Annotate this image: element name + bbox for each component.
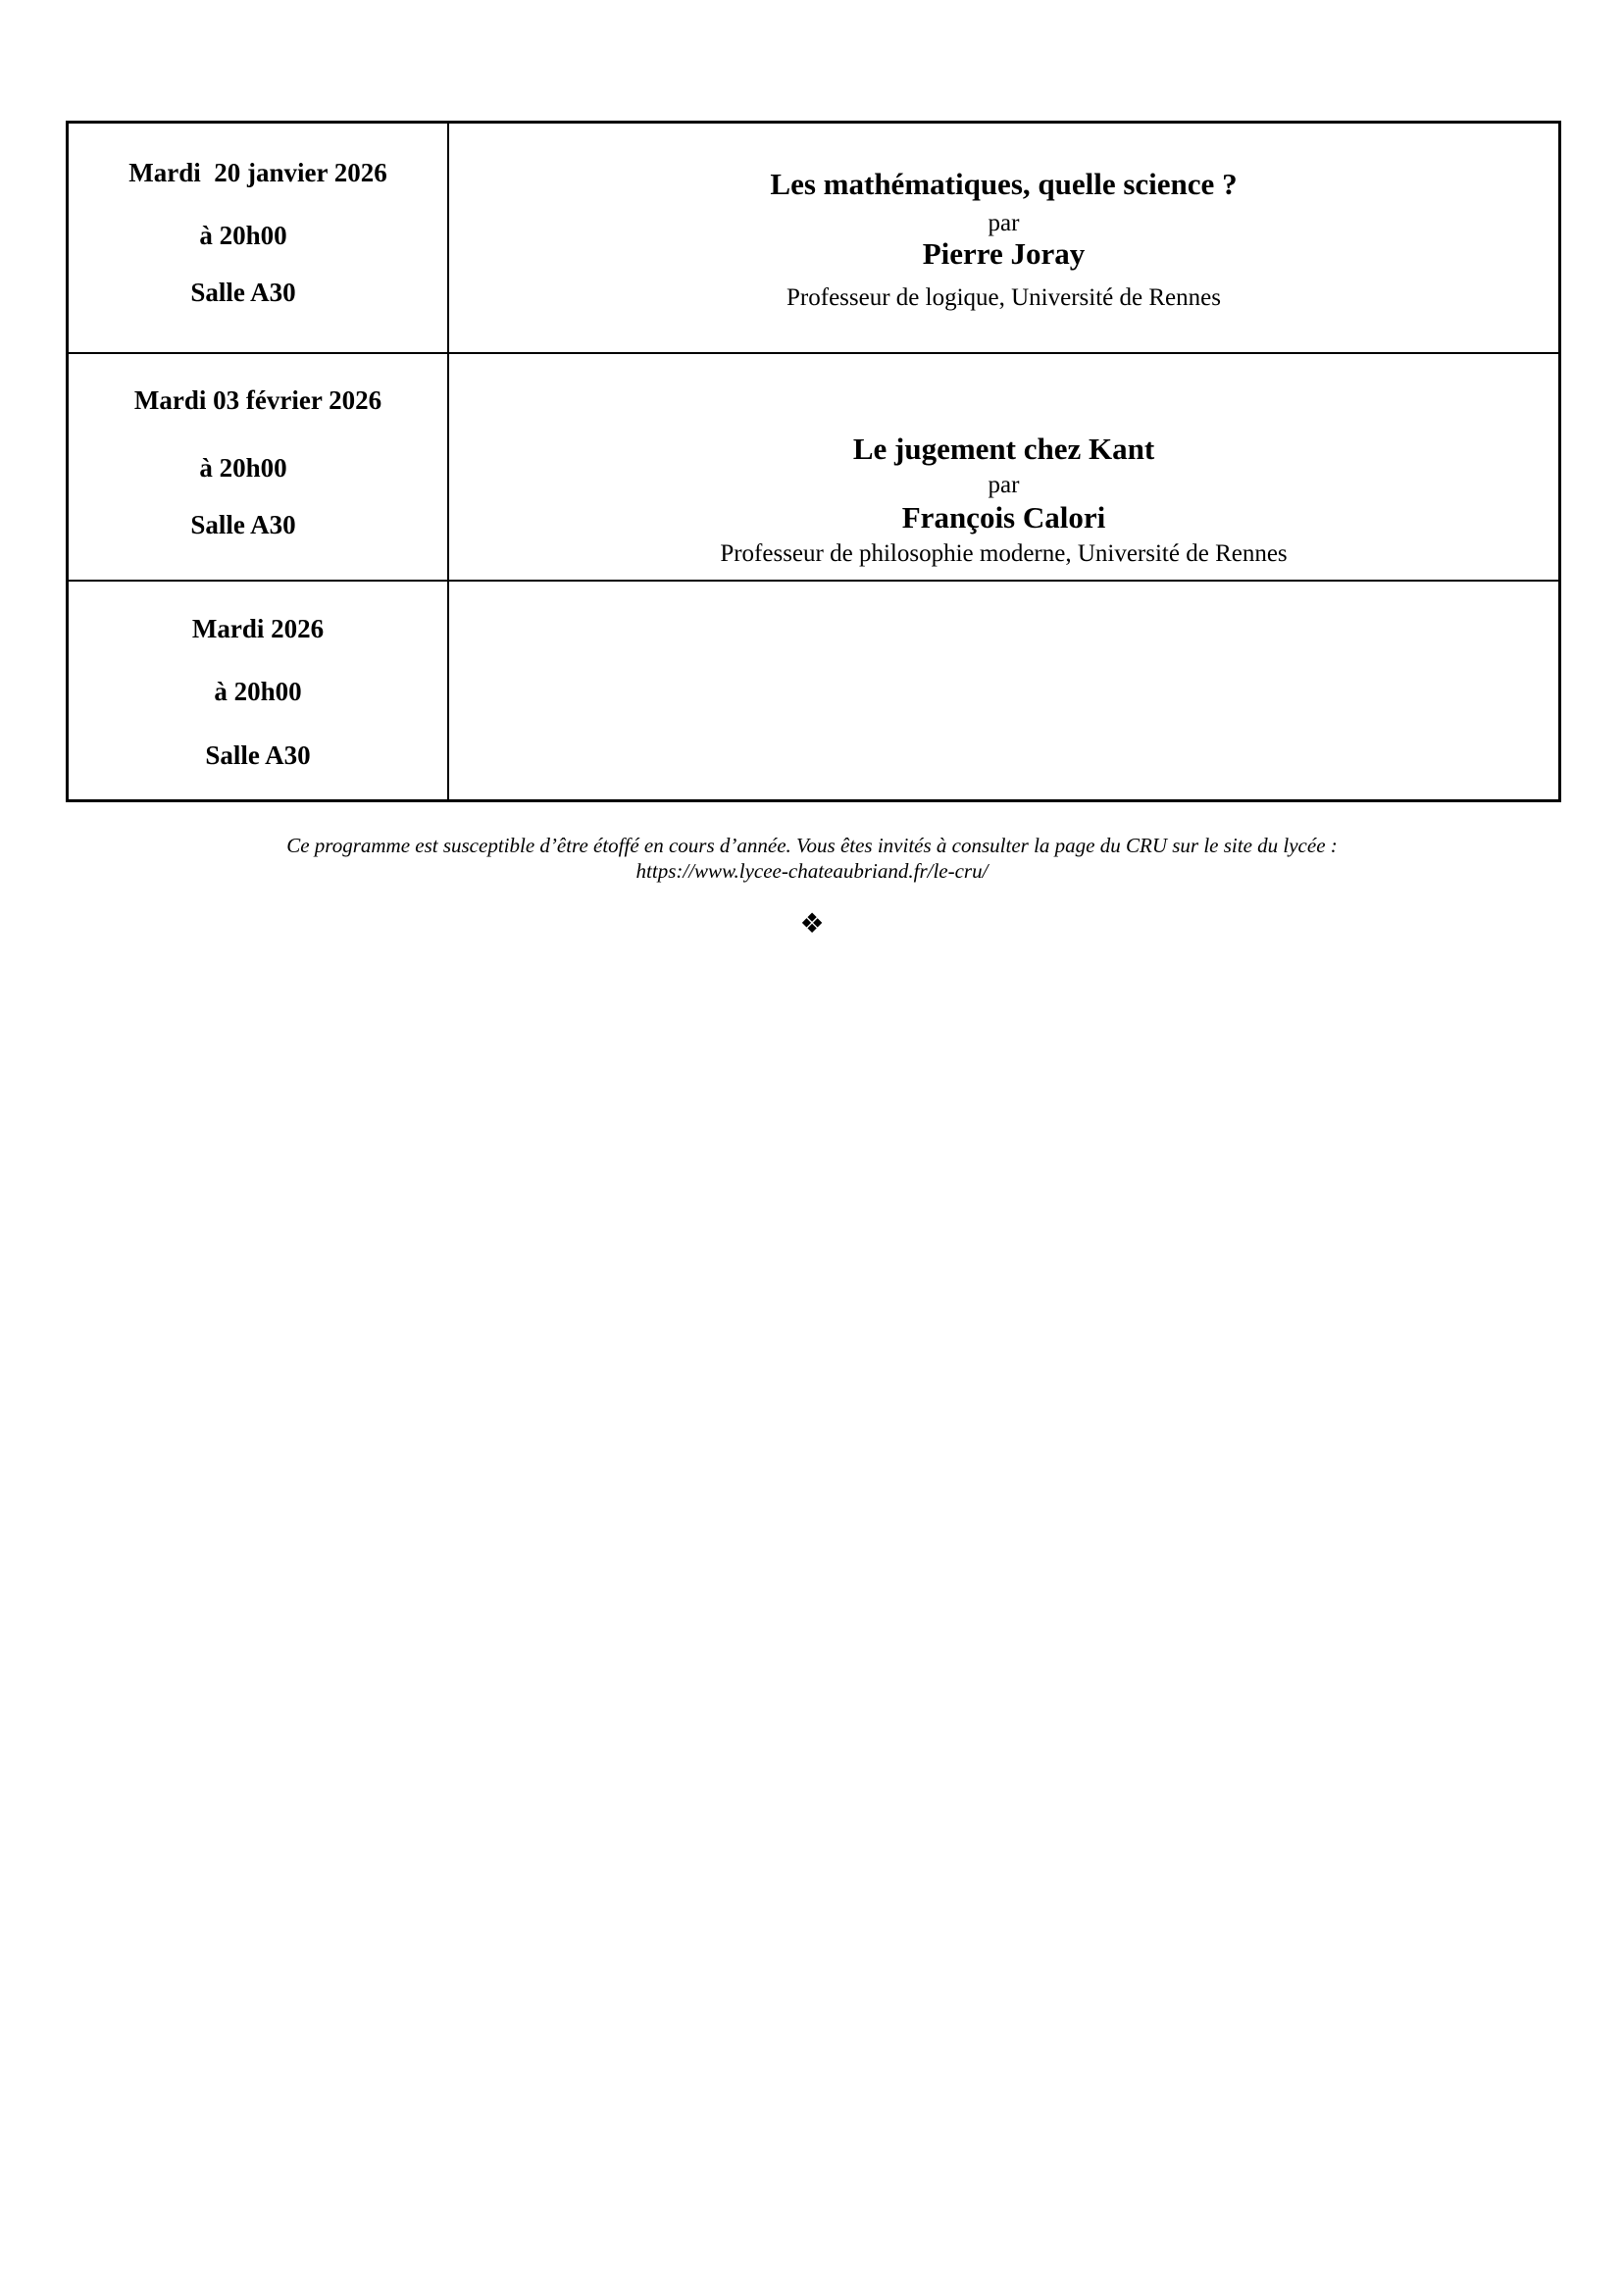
ornament-icon: ❖: [799, 909, 825, 940]
talk-speaker: Pierre Joray: [922, 236, 1086, 271]
event-row: [69, 580, 1558, 799]
program-table: [66, 121, 1561, 802]
event-talk-cell: [449, 124, 1558, 352]
talk-par: par: [988, 210, 1020, 236]
footnote-url: https://www.lycee-chateaubriand.fr/le-cru/: [635, 859, 989, 883]
event-room: Salle A30: [190, 278, 296, 307]
event-room: Salle A30: [190, 510, 296, 539]
talk-title: Le jugement chez Kant: [852, 432, 1155, 466]
talk-par: par: [988, 472, 1020, 498]
event-talk-cell-empty: [449, 582, 1558, 799]
event-time: à 20h00: [199, 453, 287, 483]
talk-affiliation: Professeur de philosophie moderne, Université de Rennes: [720, 540, 1288, 567]
event-date-cell: [69, 354, 449, 580]
event-row: [69, 124, 1558, 352]
event-date: Mardi 20 janvier 2026: [128, 158, 387, 187]
talk-title: Les mathématiques, quelle science ?: [770, 167, 1238, 201]
event-date-cell: [69, 582, 449, 799]
event-time: à 20h00: [199, 221, 287, 250]
event-row: [69, 352, 1558, 580]
footnote-text: Ce programme est susceptible d’être étoffé en cours d’année. Vous êtes invités à consulter la page du CRU sur le site du lycée :: [286, 834, 1338, 857]
talk-affiliation: Professeur de logique, Université de Rennes: [787, 284, 1221, 311]
event-date: Mardi 2026: [191, 614, 325, 643]
event-talk-cell: [449, 354, 1558, 580]
event-room: Salle A30: [205, 740, 311, 770]
event-time: à 20h00: [214, 677, 302, 706]
talk-speaker: François Calori: [901, 500, 1106, 535]
event-date-cell: [69, 124, 449, 352]
event-date: Mardi 03 février 2026: [133, 385, 382, 415]
